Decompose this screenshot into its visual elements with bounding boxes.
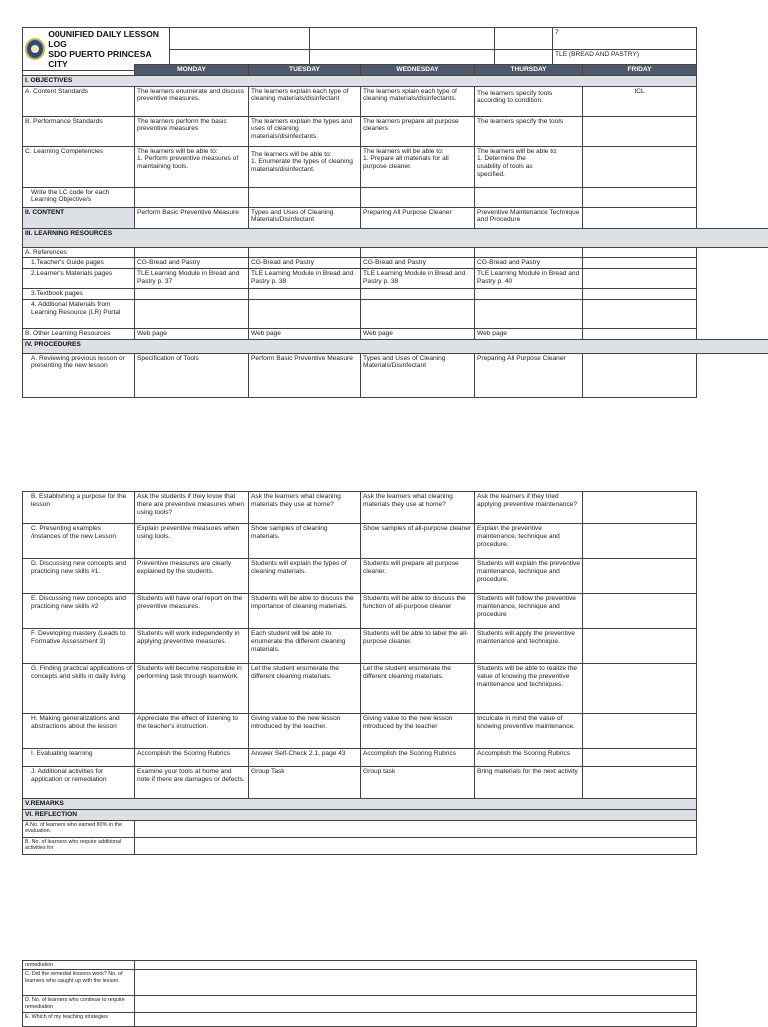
cell-thu: Students will apply the preventive maintenance and technique.	[475, 629, 583, 664]
deped-seal-logo	[25, 38, 45, 60]
row-label: C. Presenting examples /instances of the new Lesson	[23, 524, 135, 559]
cell-mon: Examine your tools at home and note if there are damages or defects.	[135, 767, 249, 799]
reflection-d-field[interactable]	[135, 996, 697, 1013]
cell-tue: Web page	[249, 328, 361, 339]
cell-thu: The learners specify tools according to condition.	[475, 86, 583, 116]
area-label: Learning Area:	[495, 49, 553, 71]
teacher-label: Teacher:	[170, 49, 310, 71]
school-field[interactable]	[310, 28, 495, 50]
title-line1: O0UNIFIED DAILY LESSON LOG	[48, 29, 167, 49]
section-remarks: V.REMARKS	[23, 799, 697, 810]
row-label: E. Discussing new concepts and practicing new skills #2	[23, 594, 135, 629]
reflection-b-label: B. No. of learners who require additional activities for	[23, 837, 135, 854]
cell-mon: Students will have oral report on the preventive measures.	[135, 594, 249, 629]
cell-mon: Specification of Tools	[135, 353, 249, 397]
cell-wed: Show samples of all-purpose cleaner	[361, 524, 475, 559]
cell-fri[interactable]	[583, 594, 697, 629]
cell-thu: TLE Learning Module in Bread and Pastry p. 40	[475, 269, 583, 289]
cell-tue: CG-Bread and Pastry	[249, 258, 361, 269]
cell-tue: The learners will be able to: 1. Enumerate the types of cleaning materials/disinfectant.	[249, 146, 361, 187]
cell-mon: Perform Basic Preventive Measure	[135, 207, 249, 228]
cell-wed: Web page	[361, 328, 475, 339]
cell-fri[interactable]	[583, 559, 697, 594]
row-label: 3.Textbook pages	[23, 289, 135, 300]
row-label: 1.Teacher's Guide pages	[23, 258, 135, 269]
reflection-d-label: D. No. of learners who continue to require remediation	[23, 996, 135, 1013]
cell-mon: The learners will be able to: 1. Perform preventive measures of maintaining tools.	[135, 146, 249, 187]
cell-thu: CG-Bread and Pastry	[475, 258, 583, 269]
section-reflection: VI. REFLECTION	[23, 809, 697, 820]
cell-wed: Types and Uses of Cleaning Materials/Disinfectant	[361, 353, 475, 397]
cell-tue: Students will be able to discuss the importance of cleaning materials.	[249, 594, 361, 629]
cell-mon: Web page	[135, 328, 249, 339]
cell-tue: Each student will be able to enumerate the different cleaning materials.	[249, 629, 361, 664]
cell-thu: Students will be able to realize the value of knowing the preventive maintenance and techniques.	[475, 664, 583, 714]
cell-mon: The learners enumerate and discuss preventive measures.	[135, 86, 249, 116]
cell-tue: Students will explain the types of cleaning materials.	[249, 559, 361, 594]
cell-tue: Giving value to the new lesson introduced by the teacher.	[249, 714, 361, 749]
cell-thu: The learners specify the tools	[475, 116, 583, 146]
section-procedures: IV. PROCEDURES	[23, 339, 768, 353]
day-monday: MONDAY	[135, 65, 249, 76]
reflection-e-field[interactable]	[135, 1013, 697, 1027]
cell-thu: Inculcate in mind the value of knowing preventive maintenance.	[475, 714, 583, 749]
cell-wed: CG-Bread and Pastry	[361, 258, 475, 269]
cell-thu: Explain the preventive maintenance, technique and procedure.	[475, 524, 583, 559]
cell-wed: Students will prepare all purpose cleaner.	[361, 559, 475, 594]
grade-label: Grade Level:	[495, 28, 553, 50]
row-label: F. Developing mastery (Leads to Formative Assessment 3)	[23, 629, 135, 664]
cell-tue: Answer Self-Check 2.1, page 43	[249, 749, 361, 767]
cell-fri[interactable]	[583, 714, 697, 749]
cell-tue: Show samples of cleaning materials.	[249, 524, 361, 559]
day-tuesday: TUESDAY	[249, 65, 361, 76]
cell-wed: Ask the learners what cleaning materials they use at home?	[361, 492, 475, 524]
cell-mon: Preventive measures are clearly explained by the students.	[135, 559, 249, 594]
page3-table	[22, 960, 697, 1027]
reflection-b-field[interactable]	[135, 837, 697, 854]
row-label: D. Discussing new concepts and practicing new skills #1.	[23, 559, 135, 594]
reflection-c-field[interactable]	[135, 970, 697, 996]
cell-mon: Students will become responsible in performing task through teamwork.	[135, 664, 249, 714]
row-label: B. Performance Standards	[23, 116, 135, 146]
reflection-a-label: A.No. of learners who earned 80% in the evaluation.	[23, 820, 135, 837]
area-value[interactable]: TLE (BREAD AND PASTRY)	[553, 49, 697, 71]
row-label: I. Evaluating learning	[23, 749, 135, 767]
row-label: G. Finding practical applications of concepts and skills in daily living	[23, 664, 135, 714]
row-label: H. Making generalizations and abstractions about the lesson	[23, 714, 135, 749]
cell-wed: The learners xplain each type of cleaning materials/disinfectants.	[361, 86, 475, 116]
section-resources: III. LEARNING RESOURCES	[23, 228, 768, 247]
cell-tue: Group Task	[249, 767, 361, 799]
row-label: C. Learning Competencies	[23, 146, 135, 187]
row-label: J. Additional activities for application or remediation	[23, 767, 135, 799]
cell-fri[interactable]	[583, 749, 697, 767]
section-content: II. CONTENT	[23, 207, 135, 228]
reflection-a-field[interactable]	[135, 820, 697, 837]
cell-fri[interactable]	[583, 629, 697, 664]
cell-tue: TLE Learning Module in Bread and Pastry p. 38	[249, 269, 361, 289]
day-wednesday: WEDNESDAY	[361, 65, 475, 76]
row-label: Write the LC code for each Learning Objective/s	[23, 187, 135, 207]
section-objectives: I. OBJECTIVES	[23, 75, 697, 86]
row-label: B. Establishing a purpose for the lesson	[23, 492, 135, 524]
cell-mon: Appreciate the effect of listening to the teacher's instruction.	[135, 714, 249, 749]
title-line2: SDO PUERTO PRINCESA CITY	[48, 49, 167, 69]
cell-wed: TLE Learning Module in Bread and Pastry p. 38	[361, 269, 475, 289]
row-label: B. Other Learning Resources	[23, 328, 135, 339]
cell-wed: Accomplish the Scoring Rubrics	[361, 749, 475, 767]
row-label: A. References	[23, 247, 135, 258]
cell-thu: Students will explain the preventive maintenance, technique and procedure.	[475, 559, 583, 594]
row-label: A. Reviewing previous lesson or presenting the new lesson	[23, 353, 135, 397]
cell-mon: The learners perform the basic preventive measures	[135, 116, 249, 146]
cell-tue: The learners explain each type of cleaning materials/disinfectant	[249, 86, 361, 116]
cell-mon: Students will work independently in applying preventive measures.	[135, 629, 249, 664]
day-friday: FRIDAY	[583, 65, 697, 76]
cell-thu: Preventive Maintenance Technique and Procedure	[475, 207, 583, 228]
cell-mon: Explain preventive measures when using tools.	[135, 524, 249, 559]
cell-thu: Ask the learners if they tried applying preventive maintenance?	[475, 492, 583, 524]
cell-wed: Let the student enumerate the different cleaning materials.	[361, 664, 475, 714]
cell-wed: Preparing All Purpose Cleaner	[361, 207, 475, 228]
school-label: School:	[170, 28, 310, 50]
cell-tue: Let the student enumerate the different cleaning materials.	[249, 664, 361, 714]
grade-value[interactable]: 7	[553, 28, 697, 50]
cell-wed: The learners will be able to: 1. Prepare all materials for all purpose cleaner.	[361, 146, 475, 187]
cell-tue: The learners explain the types and uses of cleaning materials/disinfectants.	[249, 116, 361, 146]
cell-mon: Accomplish the Scoring Rubrics	[135, 749, 249, 767]
cell-fri[interactable]	[583, 664, 697, 714]
cell-wed: The learners prepare all purpose cleaners	[361, 116, 475, 146]
reflection-e-label: E. Which of my teaching strategies	[23, 1013, 135, 1027]
reflection-b-cont: remediation.	[23, 961, 135, 970]
reflection-b-field-cont[interactable]	[135, 961, 697, 970]
reflection-c-label: C. Did the remedial lessons work? No. of learners who caught up with the lesson.	[23, 970, 135, 996]
cell-fri[interactable]	[583, 492, 697, 524]
cell-mon: TLE Learning Module in Bread and Pastry p. 37	[135, 269, 249, 289]
cell-wed: Giving value to the new lesson introduced by the teacher	[361, 714, 475, 749]
cell-thu: Bring materials for the next activity	[475, 767, 583, 799]
page2-table	[22, 491, 697, 855]
cell-thu: Web page	[475, 328, 583, 339]
cell-thu: Students will follow the preventive maintenance, technique and procedure	[475, 594, 583, 629]
row-label: A. Content Standards	[23, 86, 135, 116]
cell-wed: Students will be able to discuss the function of all-purpose cleaner	[361, 594, 475, 629]
row-label: 2.Learner's Materials pages	[23, 269, 135, 289]
cell-thu: Preparing All Purpose Cleaner	[475, 353, 583, 397]
cell-tue: Ask the learners what cleaning materials they use at home?	[249, 492, 361, 524]
cell-wed: Students will be able to label the all-purpose cleaner.	[361, 629, 475, 664]
cell-fri[interactable]	[583, 767, 697, 799]
day-thursday: THURSDAY	[475, 65, 583, 76]
cell-mon: CG-Bread and Pastry	[135, 258, 249, 269]
row-label: 4. Additional Materials from Learning Resource (LR) Portal	[23, 299, 135, 328]
cell-tue: Perform Basic Preventive Measure	[249, 353, 361, 397]
page1-table	[22, 64, 768, 398]
cell-fri[interactable]	[583, 524, 697, 559]
cell-wed: Group task	[361, 767, 475, 799]
cell-thu: The learners will be able to: 1. Determine the usability of tools as specified.	[475, 146, 583, 187]
cell-thu: Accomplish the Scoring Rubrics	[475, 749, 583, 767]
cell-tue: Types and Uses of Cleaning Materials/Disinfectant	[249, 207, 361, 228]
cell-fri: ICL	[583, 86, 697, 116]
cell-mon: Ask the students if they know that there are preventive measures when using tools?	[135, 492, 249, 524]
